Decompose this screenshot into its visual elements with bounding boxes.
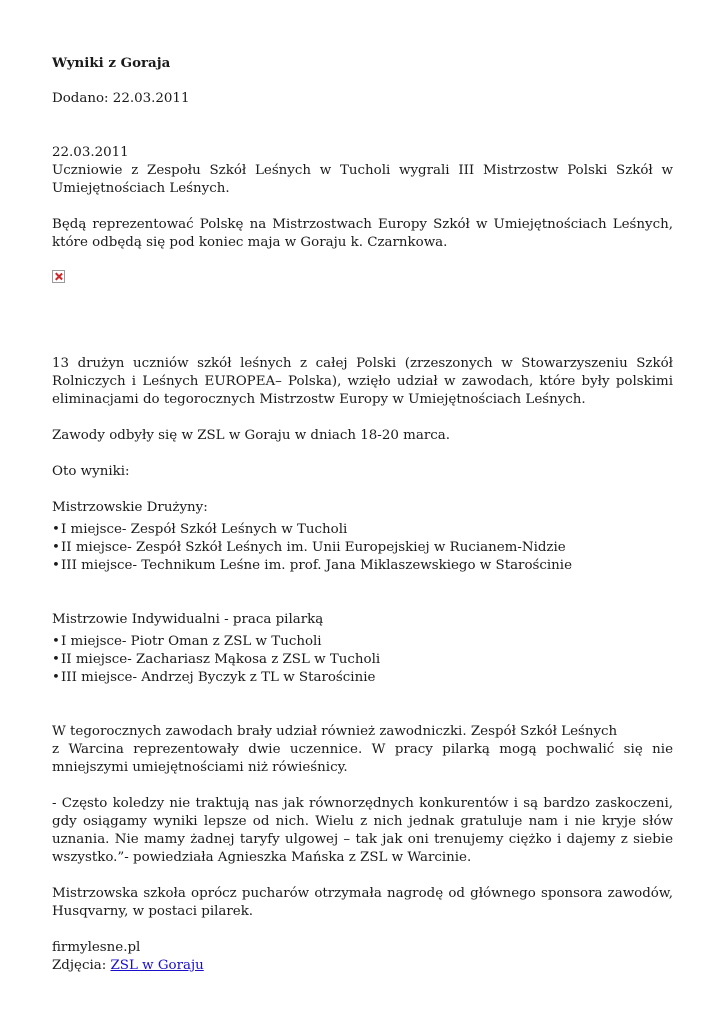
paragraph-dates: Zawody odbyły się w ZSL w Goraju w dniach 18-20 marca. <box>52 428 450 443</box>
list-item: • II miejsce- Zachariasz Mąkosa z ZSL w Tucholi <box>52 651 673 669</box>
list-item: • I miejsce- Zespół Szkół Leśnych w Tucholi <box>52 521 673 539</box>
list-item: • I miejsce- Piotr Oman z ZSL w Tucholi <box>52 633 673 651</box>
women-line-2: z Warcina reprezentowały dwie uczennice. W pracy pilarką mogą pochwalić się nie mniejszymi umiejętnościami niż rówieśnicy. <box>52 742 673 775</box>
results-intro: Oto wyniki: <box>52 464 130 479</box>
quote-paragraph: - Często koledzy nie traktują nas jak równorzędnych konkurentów i są bardzo zaskoczeni, gdy osiągamy wyniki lepsze od nich. Wielu z nich jednak gratuluje nam i nie kryje słów uznania. Nie mamy żadnej taryfy ulgowej – tak jak oni trenujemy ciężko i dajemy z siebie wszystko.”- powiedziała Agnieszka Mańska z ZSL w Warcinie. <box>52 796 673 865</box>
prize-paragraph: Mistrzowska szkoła oprócz pucharów otrzymała nagrodę od głównego sponsora zawodów, Husqvarny, w postaci pilarek. <box>52 886 673 919</box>
broken-image-icon <box>52 270 65 283</box>
individuals-list <box>52 633 673 687</box>
individual-heading: Mistrzowie Indywidualni - praca pilarką <box>52 612 324 627</box>
added-date: Dodano: 22.03.2011 <box>52 91 190 106</box>
paragraph-europe: Będą reprezentować Polskę na Mistrzostwach Europy Szkół w Umiejętnościach Leśnych, które odbędą się pod koniec maja w Goraju k. Czarnkowa. <box>52 217 673 250</box>
article-title: Wyniki z Goraja <box>52 55 171 71</box>
list-item: • III miejsce- Technikum Leśne im. prof. Jana Miklaszewskiego w Starościnie <box>52 557 673 575</box>
lead-paragraph: Uczniowie z Zespołu Szkół Leśnych w Tucholi wygrali III Mistrzostw Polski Szkół w Umiejętnościach Leśnych. <box>52 163 673 196</box>
women-line-1: W tegorocznych zawodach brały udział również zawodniczki. Zespół Szkół Leśnych <box>52 724 618 739</box>
teams-list <box>52 521 673 575</box>
article-date: 22.03.2011 <box>52 145 129 160</box>
photos-link[interactable]: ZSL w Goraju <box>110 958 204 973</box>
teams-heading: Mistrzowskie Drużyny: <box>52 500 208 515</box>
list-item: • II miejsce- Zespół Szkół Leśnych im. Unii Europejskiej w Rucianem-Nidzie <box>52 539 673 557</box>
paragraph-teams: 13 drużyn uczniów szkół leśnych z całej Polski (zrzeszonych w Stowarzyszeniu Szkół Rolniczych i Leśnych EUROPEA– Polska), wzięło udział w zawodach, które były polskimi eliminacjami do tegorocznych Mistrzostw Europy w Umiejętnościach Leśnych. <box>52 356 673 407</box>
list-item: • III miejsce- Andrzej Byczyk z TL w Starościnie <box>52 669 673 687</box>
photos-credit <box>52 957 673 975</box>
article <box>52 54 673 975</box>
photos-label: Zdjęcia: <box>52 958 111 973</box>
source: firmylesne.pl <box>52 940 141 955</box>
